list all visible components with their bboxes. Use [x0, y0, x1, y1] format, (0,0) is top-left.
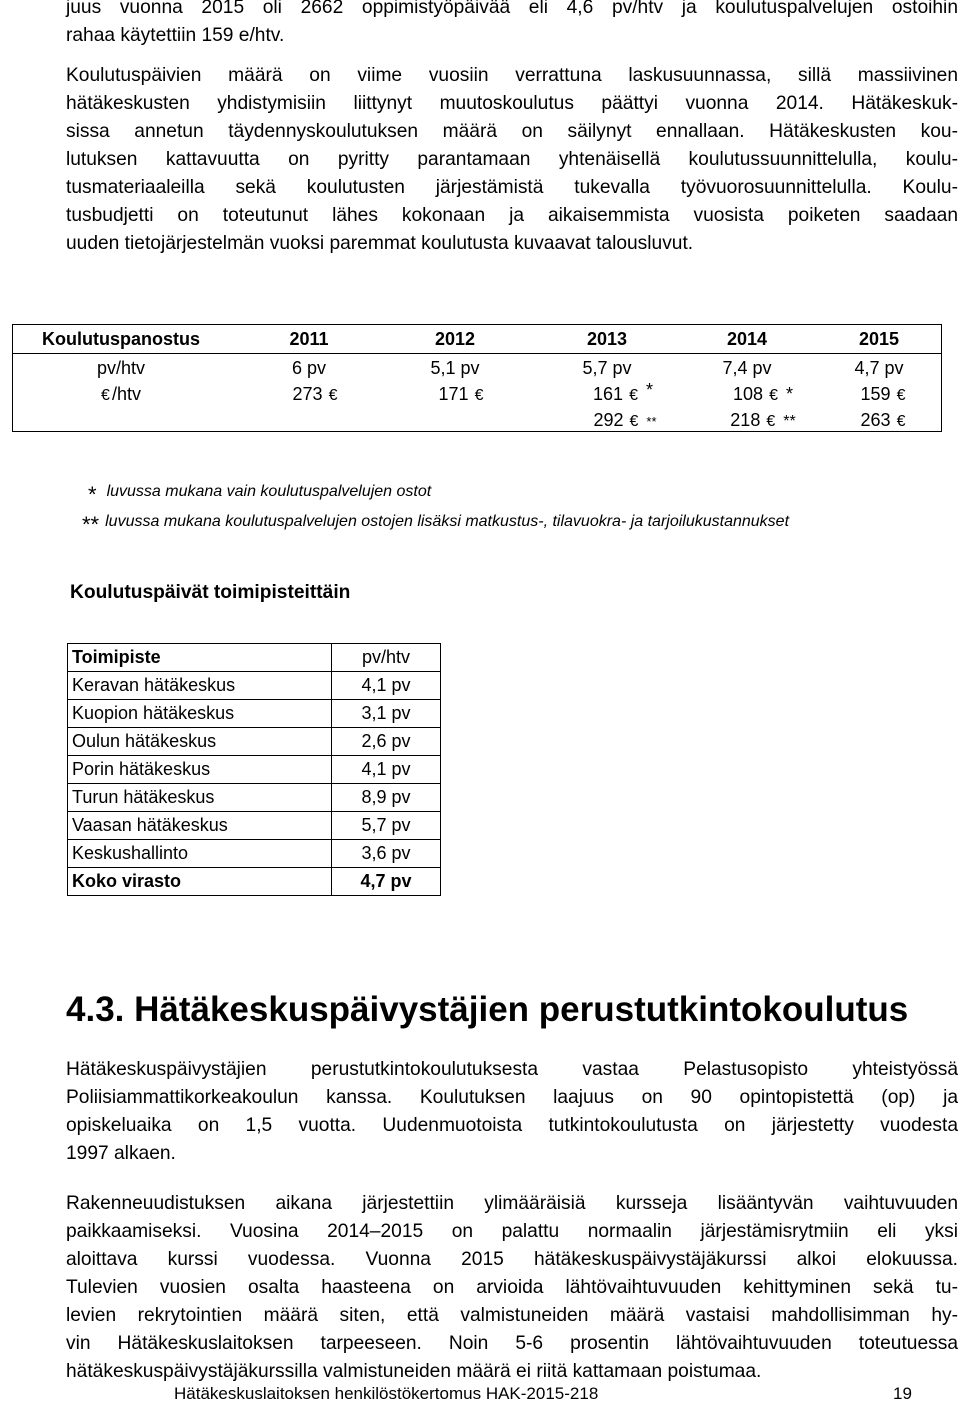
text-line: levien rekrytointien määrä siten, että valmistuneiden määrä vastaisi mahdollisimman hy- [66, 1305, 958, 1326]
footnote-text: luvussa mukana koulutuspalvelujen ostojen lisäksi matkustus-, tilavuokra- ja tarjoilukustannukset [105, 513, 790, 530]
text-line: paikkaamiseksi. Vuosina 2014–2015 on palattu normaalin järjestämisrytmiin eli yksi [66, 1221, 958, 1242]
header-cell: pv/htv [332, 644, 441, 672]
text-line: Tulevien vuosien osalta haasteena on arvioida lähtövaihtuvuuden kehittyminen sekä tu- [66, 1277, 958, 1298]
header-cell: 2013 [586, 329, 628, 349]
table-cell: Keravan hätäkeskus [68, 672, 332, 700]
euro-icon: € [769, 387, 778, 404]
paragraph-perustutkinto [66, 1056, 958, 1168]
euro-icon: € [766, 413, 776, 430]
text-line: Koulutuspäivien määrä on viime vuosiin verrattuna laskusuunnassa, sillä massiivinen [66, 65, 958, 86]
table-cell: 5,7 pv [332, 812, 441, 840]
table-cell: 171 € [411, 380, 511, 410]
page-number: 19 [893, 1384, 912, 1403]
table-row [13, 354, 941, 382]
table-cell: Porin hätäkeskus [68, 756, 332, 784]
euro-icon: € [629, 387, 638, 404]
text-line: tusbudjetti on toteutunut lähes kokonaan ja aikaisemmista vuosista poiketen saadaan [66, 205, 958, 226]
text-line: tusmateriaaleilla sekä koulutusten järjestämistä tukevalla työvuorosuunnittelulla. Koulu- [66, 177, 958, 198]
table-row [68, 728, 441, 756]
table-cell: 161 € * [573, 380, 673, 410]
table-cell: 3,1 pv [332, 700, 441, 728]
text-line: lutuksen kattavuutta on pyritty parantamaan yhtenäisellä koulutussuunnittelulla, koulu- [66, 149, 958, 170]
text-line: sissa annetun täydennyskoulutuksen määrä on säilynyt ennallaan. Hätäkeskusten kou- [66, 121, 958, 142]
table-cell: 2,6 pv [332, 728, 441, 756]
table-header-row [13, 325, 941, 353]
table-cell: 273 € [265, 380, 365, 410]
table-cell: Kuopion hätäkeskus [68, 700, 332, 728]
footnote-single [88, 476, 432, 507]
double-asterisk-mark: ** [646, 414, 657, 429]
table-row [68, 672, 441, 700]
table-cell: 6 pv [291, 358, 327, 378]
section-heading: 4.3. Hätäkeskuspäivystäjien perustutkintokoulutus [66, 990, 909, 1029]
header-cell: 2015 [858, 329, 900, 349]
euro-icon: € [629, 413, 639, 430]
text-line: rahaa käytettiin 159 e/htv. [66, 25, 285, 46]
header-cell: 2011 [289, 329, 329, 349]
text-line: hätäkeskuspäivystäjäkurssilla valmistuneiden määrä ei riitä kattamaan poistumaa. [66, 1361, 762, 1382]
table-cell: 108 € * [713, 380, 813, 410]
text-line: uuden tietojärjestelmän vuoksi paremmat koulutusta kuvaavat talousluvut. [66, 233, 694, 254]
text-line: Rakenneuudistuksen aikana järjestettiin ylimääräisiä kursseja lisääntyvän vaihtuvuuden [66, 1193, 958, 1214]
table-cell: 4,7 pv [332, 868, 441, 896]
paragraph-rakenneuudistus [66, 1190, 958, 1386]
table-cell: 5,7 pv [582, 358, 632, 378]
header-cell: Koulutuspanostus [42, 329, 200, 349]
table-cell: 3,6 pv [332, 840, 441, 868]
text-line: aloittava kurssi vuodessa. Vuonna 2015 hätäkeskuspäivystäjäkurssi alkoi elokuussa. [66, 1249, 958, 1270]
table-row [68, 756, 441, 784]
euro-icon: € [101, 387, 110, 404]
euro-icon: € [896, 387, 906, 404]
paragraph-koulutuspaivat [66, 62, 958, 258]
table-cell: 263 € [833, 406, 933, 436]
table-cell: 218 € ** [713, 406, 813, 436]
header-cell: Toimipiste [68, 644, 332, 672]
euro-icon: € [328, 387, 338, 404]
footnote-double [82, 506, 790, 537]
table-cell: 4,1 pv [332, 672, 441, 700]
asterisk-mark: * [785, 384, 793, 404]
table-cell: Keskushallinto [68, 840, 332, 868]
table-cell: Vaasan hätäkeskus [68, 812, 332, 840]
double-asterisk-mark: ** [783, 413, 796, 430]
euro-icon: € [896, 413, 906, 430]
table-cell: 5,1 pv [430, 358, 480, 378]
text-line: Poliisiammattikorkeakoulun kanssa. Koulutuksen laajuus on 90 opintopistettä (op) ja [66, 1087, 958, 1108]
table-row [13, 380, 941, 408]
text-line: opiskeluaika on 1,5 vuotta. Uudenmuotoista tutkintokoulutusta on järjestetty vuodesta [66, 1115, 958, 1136]
text-line: 1997 alkaen. [66, 1143, 176, 1164]
header-cell: 2012 [434, 329, 476, 349]
asterisk-mark: * [645, 380, 653, 400]
text-line: hätäkeskusten yhdistymisiin liittynyt muutoskoulutus päättyi vuonna 2014. Hätäkeskuk- [66, 93, 958, 114]
table-cell: Turun hätäkeskus [68, 784, 332, 812]
table-cell: 4,1 pv [332, 756, 441, 784]
table-cell: 292 € ** [575, 406, 675, 436]
asterisk-mark: * [88, 482, 97, 507]
row-label: € /htv [81, 380, 161, 410]
text-line: Hätäkeskuspäivystäjien perustutkintokoulutuksesta vastaa Pelastusopisto yhteistyössä [66, 1059, 958, 1080]
text-line: vin Hätäkeskuslaitoksen tarpeeseen. Noin 5-6 prosentin lähtövaihtuvuuden toteutuessa [66, 1333, 958, 1354]
table-cell: 4,7 pv [854, 358, 904, 378]
table-row [68, 700, 441, 728]
intro-paragraph [66, 0, 958, 50]
table-cell: Oulun hätäkeskus [68, 728, 332, 756]
page-footer: Hätäkeskuslaitoksen henkilöstökertomus HAK-2015-218 [174, 1384, 599, 1403]
table-total-row [68, 868, 441, 896]
text-line: juus vuonna 2015 oli 2662 oppimistyöpäivää eli 4,6 pv/htv ja koulutuspalvelujen ostoihin [66, 0, 958, 18]
footnote-text: luvussa mukana vain koulutuspalvelujen ostot [106, 483, 432, 500]
table-cell: 8,9 pv [332, 784, 441, 812]
table-row [68, 812, 441, 840]
section-subheading: Koulutuspäivät toimipisteittäin [70, 582, 351, 603]
row-label: pv/htv [96, 358, 146, 378]
table-cell: Koko virasto [68, 868, 332, 896]
table-cell: 159 € [833, 380, 933, 410]
table-row [68, 784, 441, 812]
koulutuspanostus-table [12, 324, 942, 432]
header-cell: 2014 [726, 329, 768, 349]
euro-icon: € [474, 387, 484, 404]
double-asterisk-mark: ** [82, 512, 100, 537]
table-row [68, 840, 441, 868]
table-row [13, 406, 941, 434]
table-cell: 7,4 pv [722, 358, 772, 378]
toimipiste-table [67, 643, 441, 896]
table-header-row [68, 644, 441, 672]
